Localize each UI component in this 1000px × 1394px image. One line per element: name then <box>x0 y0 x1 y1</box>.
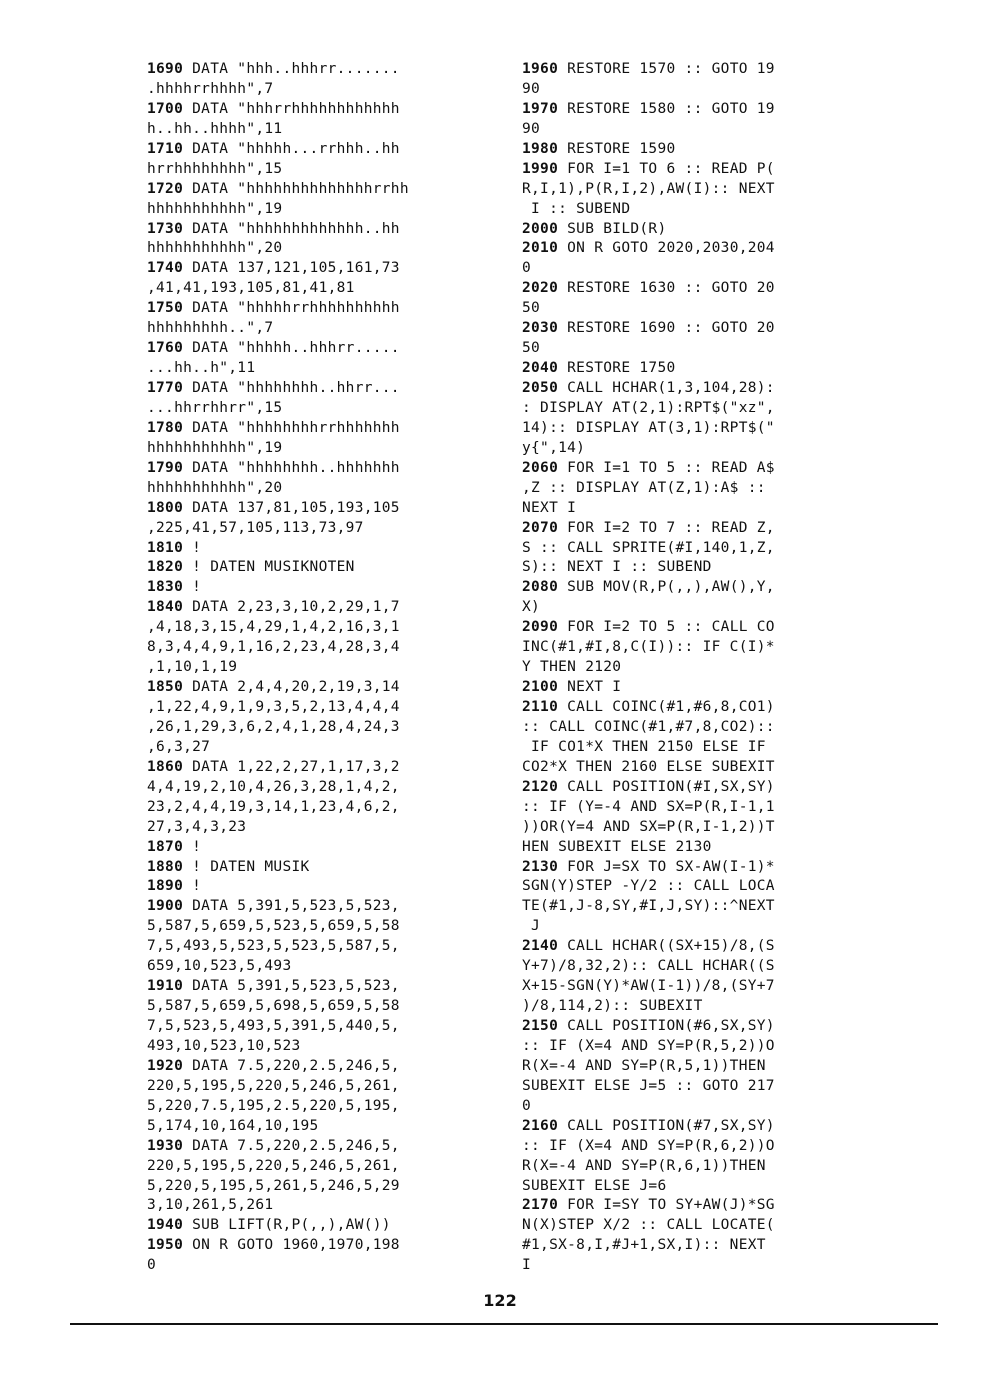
code-line <box>522 100 867 120</box>
line-number: 1780 <box>147 419 184 436</box>
code-line: 90 <box>522 80 541 97</box>
code-line <box>147 1216 487 1236</box>
code-line: ))OR(Y=4 AND SX=P(R,I-1,2))T <box>522 818 775 835</box>
line-number: 1760 <box>147 340 184 357</box>
code-text: DATA "hhhhhhhhhhhhh..hh <box>183 220 400 237</box>
code-text: DATA "hhhhhhhhhhhhhhrrhh <box>183 180 409 197</box>
code-line: X) <box>522 599 541 616</box>
line-number: 1870 <box>147 838 184 855</box>
line-number: 2050 <box>522 380 559 396</box>
code-line: #1,SX-8,I,#J+1,SX,I):: NEXT <box>522 1237 766 1254</box>
code-text: DATA "hhhhh...rrhhh..hh <box>183 140 400 157</box>
line-number: 2000 <box>522 220 559 237</box>
code-text: CALL HCHAR((SX+15)/8,(S <box>558 938 775 955</box>
code-text: RESTORE 1630 :: GOTO 20 <box>558 280 775 297</box>
code-text: DATA "hhhrrhhhhhhhhhhhh <box>183 100 400 117</box>
code-text: SUB BILD(R) <box>558 220 667 237</box>
code-line: :: CALL COINC(#1,#7,8,CO2):: <box>522 718 775 735</box>
code-line: ,4,18,3,15,4,29,1,4,2,16,3,1 <box>147 619 400 636</box>
code-line <box>147 539 487 559</box>
code-line: 5,587,5,659,5,523,5,659,5,58 <box>147 918 400 935</box>
line-number: 2090 <box>522 619 559 636</box>
code-line: 23,2,4,4,19,3,14,1,23,4,6,2, <box>147 798 400 815</box>
line-number: 1840 <box>147 599 184 616</box>
code-line <box>147 419 487 439</box>
code-line <box>522 379 867 399</box>
line-number: 2020 <box>522 280 559 297</box>
code-line <box>147 1057 487 1077</box>
code-text: ! <box>183 878 202 895</box>
code-text: RESTORE 1580 :: GOTO 19 <box>558 100 775 117</box>
line-number: 1690 <box>147 61 184 77</box>
code-line: S :: CALL SPRITE(#I,140,1,Z, <box>522 539 775 556</box>
code-line: I <box>522 1257 532 1274</box>
code-line: HEN SUBEXIT ELSE 2130 <box>522 838 712 855</box>
code-text: FOR I=1 TO 5 :: READ A$ <box>558 459 775 476</box>
code-line <box>147 678 487 698</box>
code-line: .hhhhrrhhhh",7 <box>147 80 274 97</box>
code-line <box>147 259 487 279</box>
code-text: CALL HCHAR(1,3,104,28): <box>558 380 775 396</box>
code-line: TE(#1,J-8,SY,#I,J,SY)::^NEXT <box>522 898 775 915</box>
code-line: hrrhhhhhhhh",15 <box>147 160 283 177</box>
line-number: 2060 <box>522 459 559 476</box>
code-text: FOR J=SX TO SX-AW(I-1)* <box>558 858 775 875</box>
code-line: ,41,41,193,105,81,41,81 <box>147 280 355 297</box>
code-text: DATA 137,121,105,161,73 <box>183 260 400 277</box>
listing-right-column <box>522 60 867 1276</box>
code-line: IF CO1*X THEN 2150 ELSE IF <box>522 738 766 755</box>
line-number: 1950 <box>147 1237 184 1254</box>
code-text: FOR I=1 TO 6 :: READ P( <box>558 160 775 177</box>
code-text: RESTORE 1750 <box>558 360 676 377</box>
line-number: 2110 <box>522 699 559 715</box>
code-line: 50 <box>522 300 541 317</box>
line-number: 1940 <box>147 1217 184 1234</box>
code-text: ! DATEN MUSIKNOTEN <box>183 559 355 576</box>
line-number: 1820 <box>147 559 184 576</box>
line-number: 2170 <box>522 1197 559 1214</box>
line-number: 1830 <box>147 579 184 596</box>
code-text: DATA "hhhhh..hhhrr..... <box>183 340 400 357</box>
line-number: 1740 <box>147 260 184 277</box>
code-text: ! DATEN MUSIK <box>183 858 310 875</box>
code-line: 0 <box>147 1257 157 1274</box>
line-number: 1860 <box>147 758 184 775</box>
code-line: SUBEXIT ELSE J=5 :: GOTO 217 <box>522 1077 775 1094</box>
code-line <box>522 519 867 539</box>
code-text: DATA 7.5,220,2.5,246,5, <box>183 1057 400 1074</box>
code-line <box>147 60 487 80</box>
code-line: 220,5,195,5,220,5,246,5,261, <box>147 1077 400 1094</box>
code-line <box>147 339 487 359</box>
code-text: DATA 7.5,220,2.5,246,5, <box>183 1137 400 1154</box>
code-line: 7,5,493,5,523,5,523,5,587,5, <box>147 938 400 955</box>
code-line <box>522 60 867 80</box>
code-line: hhhhhhhhhhh",19 <box>147 200 283 217</box>
code-text: DATA "hhhhhhhh..hhhhhhh <box>183 459 400 476</box>
code-line: NEXT I <box>522 499 577 516</box>
code-line: : DISPLAY AT(2,1):RPT$("xz", <box>522 399 775 416</box>
code-line <box>522 359 867 379</box>
code-line: 27,3,4,3,23 <box>147 818 247 835</box>
code-line: 50 <box>522 340 541 357</box>
code-line <box>522 279 867 299</box>
code-text: ! <box>183 539 202 556</box>
code-line: J <box>522 918 541 935</box>
code-line: 493,10,523,10,523 <box>147 1037 301 1054</box>
code-line: 5,220,5,195,5,261,5,246,5,29 <box>147 1177 400 1194</box>
code-line: 0 <box>522 1097 532 1114</box>
code-line: 7,5,523,5,493,5,391,5,440,5, <box>147 1018 400 1034</box>
code-line: 90 <box>522 120 541 137</box>
code-line: ...hhrrhhrr",15 <box>147 399 283 416</box>
code-line <box>522 858 867 878</box>
code-line: ,225,41,57,105,113,73,97 <box>147 519 364 536</box>
listing-left-column <box>147 60 487 1276</box>
code-text: SUB LIFT(R,P(,,),AW()) <box>183 1217 391 1234</box>
code-line <box>522 778 867 798</box>
code-line <box>522 1196 867 1216</box>
code-line: S):: NEXT I :: SUBEND <box>522 559 712 576</box>
code-text: ON R GOTO 2020,2030,204 <box>558 240 775 257</box>
line-number: 2130 <box>522 858 559 875</box>
code-line: hhhhhhhhhhh",19 <box>147 439 283 456</box>
code-line <box>522 220 867 240</box>
code-line: ,Z :: DISPLAY AT(Z,1):A$ :: <box>522 479 766 496</box>
code-line <box>522 160 867 180</box>
line-number: 2070 <box>522 519 559 536</box>
line-number: 1890 <box>147 878 184 895</box>
line-number: 2140 <box>522 938 559 955</box>
code-line: 5,174,10,164,10,195 <box>147 1117 319 1134</box>
code-line: :: IF (X=4 AND SY=P(R,5,2))O <box>522 1037 775 1054</box>
code-text: DATA "hhh..hhhrr....... <box>183 61 400 77</box>
code-line <box>522 678 867 698</box>
line-number: 1900 <box>147 898 184 915</box>
code-line: SGN(Y)STEP -Y/2 :: CALL LOCA <box>522 878 775 895</box>
code-line: hhhhhhhhhhh",20 <box>147 240 283 257</box>
code-text: CALL POSITION(#6,SX,SY) <box>558 1018 775 1034</box>
code-text: RESTORE 1690 :: GOTO 20 <box>558 320 775 337</box>
code-line: h..hh..hhhh",11 <box>147 120 283 137</box>
code-line: :: IF (X=4 AND SY=P(R,6,2))O <box>522 1137 775 1154</box>
code-line <box>522 618 867 638</box>
line-number: 2040 <box>522 360 559 377</box>
code-line <box>147 877 487 897</box>
line-number: 2150 <box>522 1018 559 1034</box>
line-number: 1770 <box>147 380 184 396</box>
code-text: DATA "hhhhhhhhrrhhhhhhh <box>183 419 400 436</box>
code-text: DATA 1,22,2,27,1,17,3,2 <box>183 758 400 775</box>
line-number: 1850 <box>147 679 184 696</box>
code-line: 8,3,4,4,9,1,16,2,23,4,28,3,4 <box>147 639 400 656</box>
code-line <box>522 937 867 957</box>
code-text: FOR I=2 TO 5 :: CALL CO <box>558 619 775 636</box>
code-line: ,6,3,27 <box>147 738 211 755</box>
line-number: 1970 <box>522 100 559 117</box>
code-line <box>522 1117 867 1137</box>
code-text: FOR I=2 TO 7 :: READ Z, <box>558 519 775 536</box>
line-number: 1800 <box>147 499 184 516</box>
line-number: 1710 <box>147 140 184 157</box>
code-line: hhhhhhhhh..",7 <box>147 320 274 337</box>
code-line <box>147 858 487 878</box>
line-number: 2160 <box>522 1117 559 1134</box>
code-line: 4,4,19,2,10,4,26,3,28,1,4,2, <box>147 778 400 795</box>
code-text: RESTORE 1590 <box>558 140 676 157</box>
code-line: y{",14) <box>522 439 586 456</box>
line-number: 1750 <box>147 300 184 317</box>
code-text: FOR I=SY TO SY+AW(J)*SG <box>558 1197 775 1214</box>
code-line <box>522 140 867 160</box>
code-line <box>147 180 487 200</box>
code-line <box>522 578 867 598</box>
code-line <box>147 1137 487 1157</box>
code-line: ,26,1,29,3,6,2,4,1,28,4,24,3 <box>147 718 400 735</box>
code-line: SUBEXIT ELSE J=6 <box>522 1177 667 1194</box>
code-text: CALL POSITION(#7,SX,SY) <box>558 1117 775 1134</box>
code-line <box>147 758 487 778</box>
code-line <box>147 220 487 240</box>
page-number: 122 <box>483 1291 517 1310</box>
code-line <box>147 379 487 399</box>
code-line: )/8,114,2):: SUBEXIT <box>522 998 703 1015</box>
code-text: NEXT I <box>558 679 622 696</box>
code-text: SUB MOV(R,P(,,),AW(),Y, <box>558 579 775 596</box>
line-number: 1880 <box>147 858 184 875</box>
code-line: ,1,10,1,19 <box>147 659 238 676</box>
code-line <box>147 578 487 598</box>
line-number: 1730 <box>147 220 184 237</box>
code-line: R(X=-4 AND SY=P(R,5,1))THEN <box>522 1057 766 1074</box>
line-number: 1990 <box>522 160 559 177</box>
line-number: 1960 <box>522 61 559 77</box>
code-line: R,I,1),P(R,I,2),AW(I):: NEXT <box>522 180 775 197</box>
line-number: 2010 <box>522 240 559 257</box>
line-number: 1910 <box>147 978 184 995</box>
code-line <box>147 1236 487 1256</box>
code-line <box>147 299 487 319</box>
code-line: 5,220,7.5,195,2.5,220,5,195, <box>147 1097 400 1114</box>
code-line: 0 <box>522 260 532 277</box>
code-line: 220,5,195,5,220,5,246,5,261, <box>147 1157 400 1174</box>
code-line: 659,10,523,5,493 <box>147 958 292 975</box>
code-line: hhhhhhhhhhh",20 <box>147 479 283 496</box>
code-line: R(X=-4 AND SY=P(R,6,1))THEN <box>522 1157 766 1174</box>
line-number: 2100 <box>522 679 559 696</box>
code-line <box>522 459 867 479</box>
code-line <box>147 499 487 519</box>
code-line <box>147 140 487 160</box>
code-text: DATA 2,4,4,20,2,19,3,14 <box>183 679 400 696</box>
code-text: DATA 5,391,5,523,5,523, <box>183 978 400 995</box>
code-text: CALL POSITION(#I,SX,SY) <box>558 778 775 795</box>
code-line <box>522 239 867 259</box>
code-line <box>147 598 487 618</box>
code-line <box>522 698 867 718</box>
code-text: ON R GOTO 1960,1970,198 <box>183 1237 400 1254</box>
code-text: DATA "hhhhhhhh..hhrr... <box>183 380 400 396</box>
line-number: 1720 <box>147 180 184 197</box>
line-number: 1920 <box>147 1057 184 1074</box>
line-number: 1790 <box>147 459 184 476</box>
code-line <box>522 1017 867 1037</box>
code-text: CALL COINC(#1,#6,8,CO1) <box>558 699 775 715</box>
code-line: Y THEN 2120 <box>522 659 622 676</box>
line-number: 1980 <box>522 140 559 157</box>
code-line: N(X)STEP X/2 :: CALL LOCATE( <box>522 1217 775 1234</box>
code-text: DATA 2,23,3,10,2,29,1,7 <box>183 599 400 616</box>
code-text: DATA 137,81,105,193,105 <box>183 499 400 516</box>
code-line: :: IF (Y=-4 AND SX=P(R,I-1,1 <box>522 798 775 815</box>
line-number: 2030 <box>522 320 559 337</box>
line-number: 1810 <box>147 539 184 556</box>
code-line: 14):: DISPLAY AT(3,1):RPT$(" <box>522 419 775 436</box>
line-number: 2120 <box>522 778 559 795</box>
code-line: ,1,22,4,9,1,9,3,5,2,13,4,4,4 <box>147 699 400 715</box>
code-line <box>147 558 487 578</box>
code-line <box>522 319 867 339</box>
line-number: 2080 <box>522 579 559 596</box>
code-line <box>147 838 487 858</box>
code-line: 3,10,261,5,261 <box>147 1197 274 1214</box>
code-line: INC(#1,#I,8,C(I)):: IF C(I)* <box>522 639 775 656</box>
bottom-rule <box>70 1323 938 1325</box>
code-text: DATA 5,391,5,523,5,523, <box>183 898 400 915</box>
line-number: 1700 <box>147 100 184 117</box>
code-line <box>147 459 487 479</box>
code-line <box>147 977 487 997</box>
code-line: 5,587,5,659,5,698,5,659,5,58 <box>147 998 400 1015</box>
code-line <box>147 897 487 917</box>
line-number: 1930 <box>147 1137 184 1154</box>
code-text: ! <box>183 579 202 596</box>
code-text: RESTORE 1570 :: GOTO 19 <box>558 61 775 77</box>
code-line: ...hh..h",11 <box>147 360 256 377</box>
code-line: Y+7)/8,32,2):: CALL HCHAR((S <box>522 958 775 975</box>
code-line <box>147 100 487 120</box>
code-text: ! <box>183 838 202 855</box>
code-text: DATA "hhhhhrrhhhhhhhhhh <box>183 300 400 317</box>
code-line: I :: SUBEND <box>522 200 631 217</box>
code-line: CO2*X THEN 2160 ELSE SUBEXIT <box>522 758 775 775</box>
code-line: X+15-SGN(Y)*AW(I-1))/8,(SY+7 <box>522 978 775 995</box>
